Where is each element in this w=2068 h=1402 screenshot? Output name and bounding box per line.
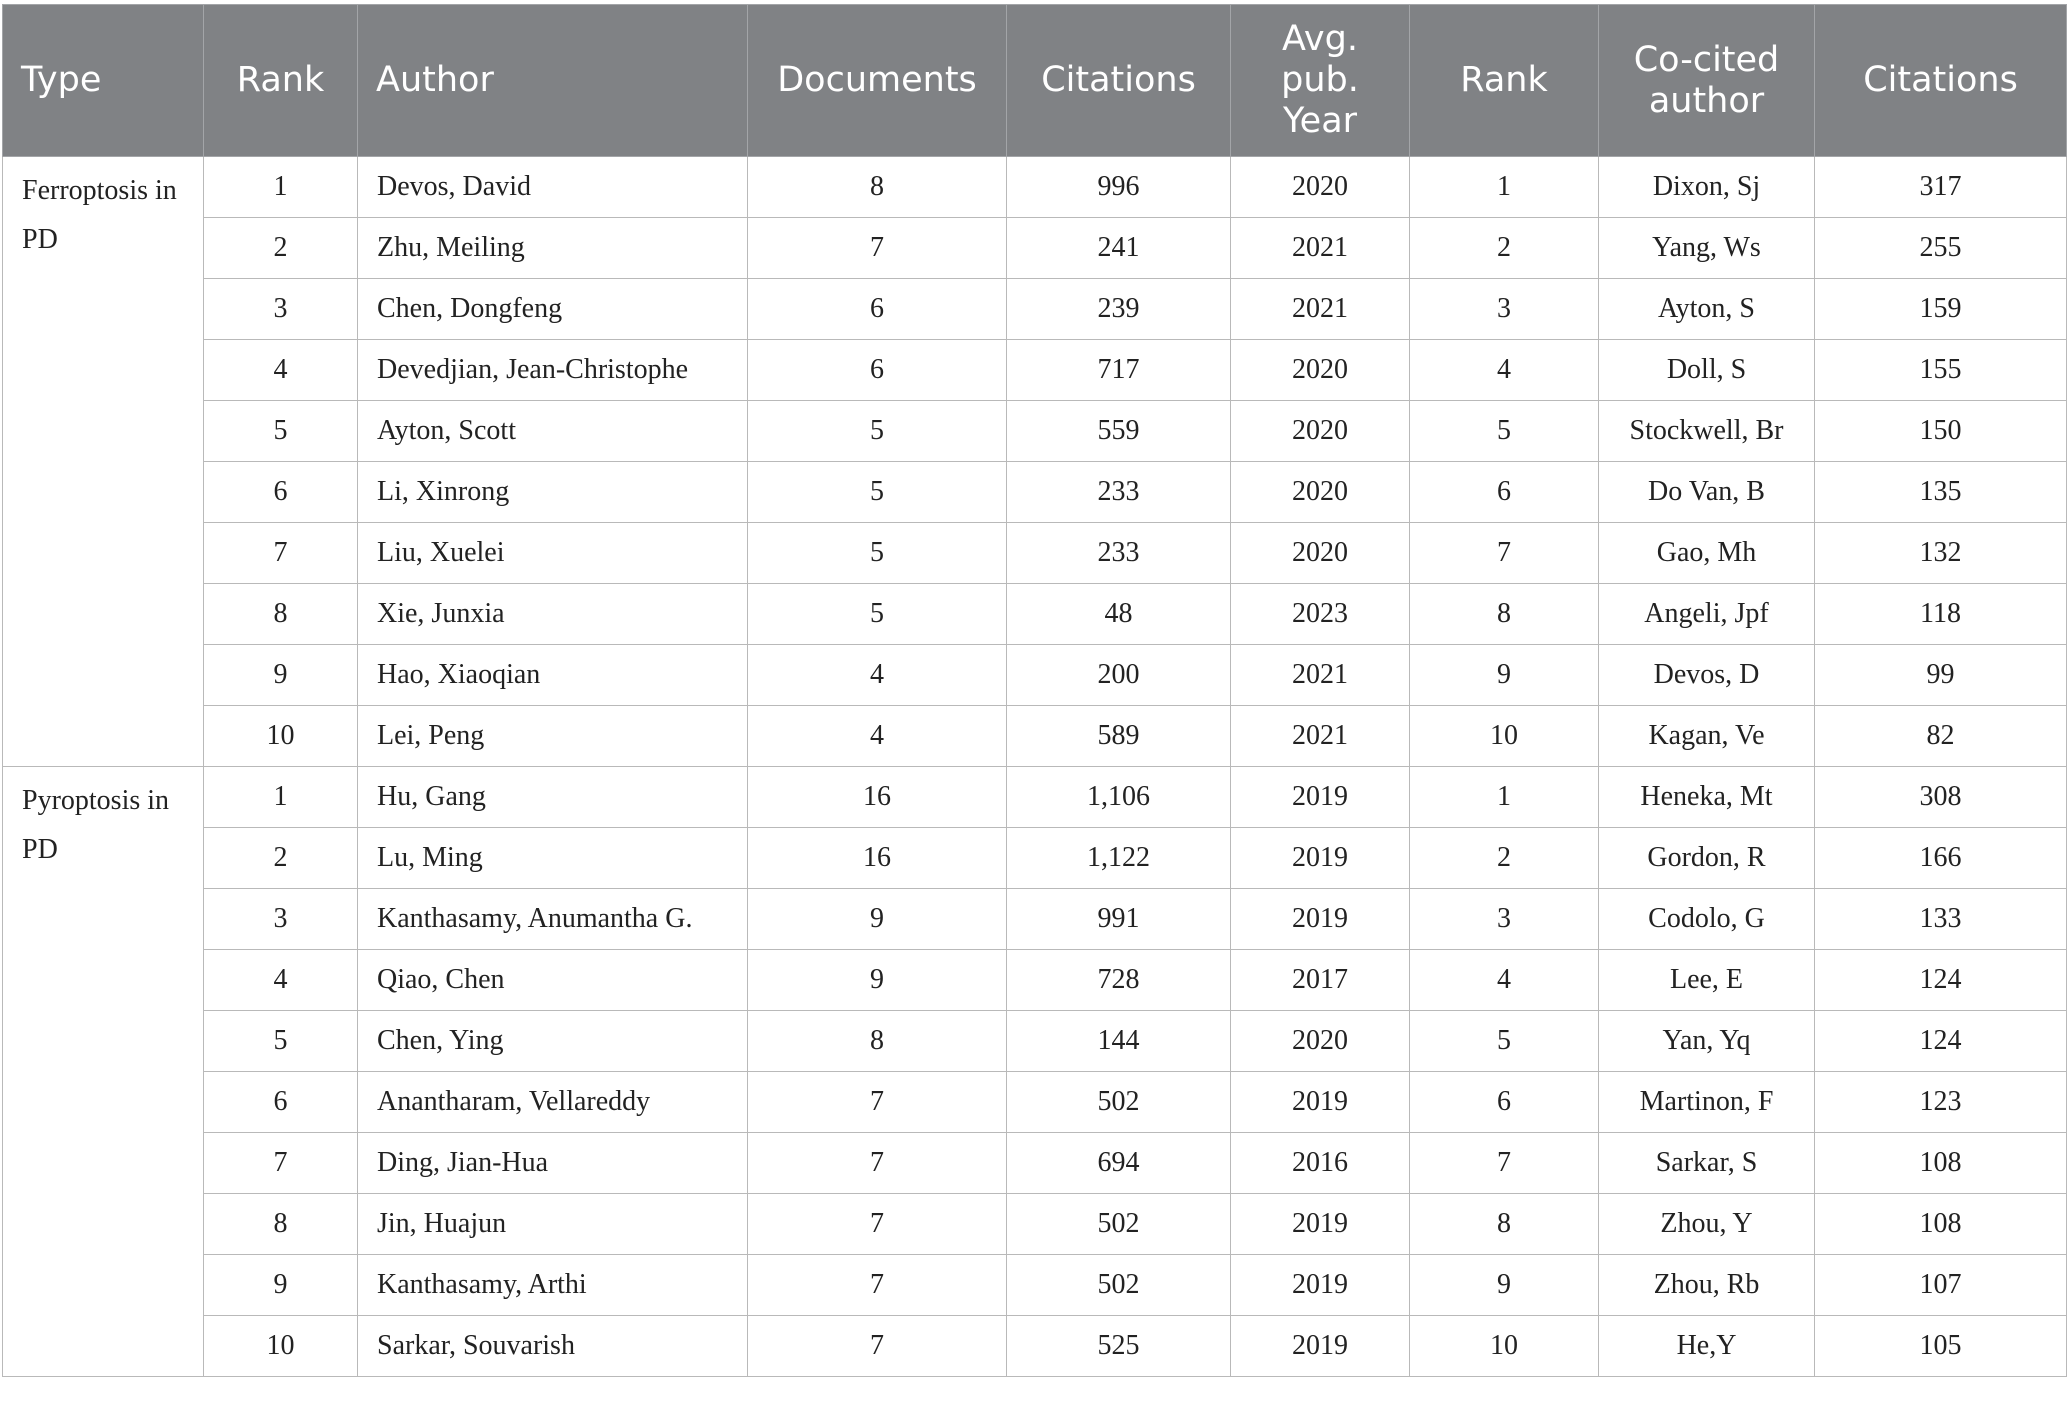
cocited-rank-cell: 9: [1410, 645, 1599, 706]
table-header: [3, 5, 2067, 157]
year-cell: 2020: [1231, 523, 1410, 584]
table-row: [3, 706, 2067, 767]
table-row: [3, 950, 2067, 1011]
cocited-author-cell: Stockwell, Br: [1599, 401, 1815, 462]
cocited-rank-cell: 10: [1410, 1316, 1599, 1377]
cocited-rank-cell: 1: [1410, 157, 1599, 218]
citations-cell: 1,106: [1007, 767, 1231, 828]
documents-cell: 16: [748, 828, 1007, 889]
rank-cell: 8: [204, 584, 358, 645]
documents-cell: 9: [748, 950, 1007, 1011]
cocited-author-cell: Sarkar, S: [1599, 1133, 1815, 1194]
citations-cell: 525: [1007, 1316, 1231, 1377]
documents-cell: 5: [748, 584, 1007, 645]
year-cell: 2019: [1231, 1255, 1410, 1316]
table-row: [3, 1194, 2067, 1255]
table-row: [3, 218, 2067, 279]
table-row: [3, 340, 2067, 401]
cocited-citations-cell: 99: [1815, 645, 2067, 706]
citations-cell: 502: [1007, 1255, 1231, 1316]
cocited-citations-cell: 118: [1815, 584, 2067, 645]
year-cell: 2019: [1231, 767, 1410, 828]
cocited-author-cell: Kagan, Ve: [1599, 706, 1815, 767]
cocited-author-cell: He,Y: [1599, 1316, 1815, 1377]
cocited-author-cell: Zhou, Y: [1599, 1194, 1815, 1255]
citations-cell: 241: [1007, 218, 1231, 279]
year-cell: 2020: [1231, 462, 1410, 523]
rank-cell: 10: [204, 1316, 358, 1377]
year-cell: 2019: [1231, 1072, 1410, 1133]
citations-cell: 559: [1007, 401, 1231, 462]
rank-cell: 1: [204, 767, 358, 828]
cocited-author-cell: Zhou, Rb: [1599, 1255, 1815, 1316]
documents-cell: 7: [748, 1255, 1007, 1316]
author-cell: Chen, Ying: [358, 1011, 748, 1072]
header-citations: Citations: [1007, 5, 1231, 157]
cocited-rank-cell: 8: [1410, 1194, 1599, 1255]
year-cell: 2023: [1231, 584, 1410, 645]
cocited-citations-cell: 155: [1815, 340, 2067, 401]
year-cell: 2019: [1231, 828, 1410, 889]
table-row: [3, 279, 2067, 340]
citations-cell: 48: [1007, 584, 1231, 645]
author-cell: Liu, Xuelei: [358, 523, 748, 584]
year-cell: 2020: [1231, 1011, 1410, 1072]
table-row: [3, 462, 2067, 523]
cocited-author-cell: Heneka, Mt: [1599, 767, 1815, 828]
table-row: [3, 889, 2067, 950]
author-cell: Sarkar, Souvarish: [358, 1316, 748, 1377]
cocited-citations-cell: 108: [1815, 1133, 2067, 1194]
header-type: Type: [3, 5, 204, 157]
cocited-citations-cell: 124: [1815, 1011, 2067, 1072]
year-cell: 2020: [1231, 401, 1410, 462]
year-cell: 2016: [1231, 1133, 1410, 1194]
citations-cell: 1,122: [1007, 828, 1231, 889]
author-cell: Lu, Ming: [358, 828, 748, 889]
year-cell: 2019: [1231, 1316, 1410, 1377]
header-cocited-citations: Citations: [1815, 5, 2067, 157]
author-cell: Devos, David: [358, 157, 748, 218]
rank-cell: 9: [204, 645, 358, 706]
author-cell: Chen, Dongfeng: [358, 279, 748, 340]
table-row: [3, 1011, 2067, 1072]
author-cell: Jin, Huajun: [358, 1194, 748, 1255]
cocited-rank-cell: 6: [1410, 462, 1599, 523]
author-cell: Kanthasamy, Arthi: [358, 1255, 748, 1316]
citations-cell: 991: [1007, 889, 1231, 950]
cocited-citations-cell: 135: [1815, 462, 2067, 523]
author-cell: Ding, Jian-Hua: [358, 1133, 748, 1194]
rank-cell: 6: [204, 462, 358, 523]
cocited-author-cell: Gordon, R: [1599, 828, 1815, 889]
citations-cell: 144: [1007, 1011, 1231, 1072]
cocited-citations-cell: 124: [1815, 950, 2067, 1011]
cocited-citations-cell: 132: [1815, 523, 2067, 584]
cocited-rank-cell: 3: [1410, 889, 1599, 950]
table-row: [3, 645, 2067, 706]
rank-cell: 6: [204, 1072, 358, 1133]
author-cell: Lei, Peng: [358, 706, 748, 767]
cocited-citations-cell: 308: [1815, 767, 2067, 828]
table-row: [3, 157, 2067, 218]
cocited-rank-cell: 5: [1410, 401, 1599, 462]
rank-cell: 4: [204, 950, 358, 1011]
header-documents: Documents: [748, 5, 1007, 157]
header-author: Author: [358, 5, 748, 157]
table-row: [3, 401, 2067, 462]
table-body: [3, 157, 2067, 1377]
header-cocited-author: Co-cited author: [1599, 5, 1815, 157]
cocited-citations-cell: 317: [1815, 157, 2067, 218]
rank-cell: 8: [204, 1194, 358, 1255]
type-cell: Ferroptosis in PD: [3, 157, 204, 767]
citations-cell: 502: [1007, 1072, 1231, 1133]
cocited-citations-cell: 82: [1815, 706, 2067, 767]
cocited-rank-cell: 5: [1410, 1011, 1599, 1072]
year-cell: 2021: [1231, 279, 1410, 340]
rank-cell: 7: [204, 1133, 358, 1194]
documents-cell: 6: [748, 279, 1007, 340]
cocited-citations-cell: 150: [1815, 401, 2067, 462]
cocited-rank-cell: 9: [1410, 1255, 1599, 1316]
rank-cell: 5: [204, 1011, 358, 1072]
rank-cell: 5: [204, 401, 358, 462]
table-row: [3, 584, 2067, 645]
cocited-citations-cell: 108: [1815, 1194, 2067, 1255]
cocited-rank-cell: 6: [1410, 1072, 1599, 1133]
header-avg-pub-year: Avg. pub. Year: [1231, 5, 1410, 157]
cocited-rank-cell: 2: [1410, 218, 1599, 279]
author-cell: Hao, Xiaoqian: [358, 645, 748, 706]
author-cell: Xie, Junxia: [358, 584, 748, 645]
citations-cell: 239: [1007, 279, 1231, 340]
cocited-author-cell: Gao, Mh: [1599, 523, 1815, 584]
rank-cell: 7: [204, 523, 358, 584]
documents-cell: 9: [748, 889, 1007, 950]
documents-cell: 7: [748, 218, 1007, 279]
table-row: [3, 1316, 2067, 1377]
cocited-rank-cell: 3: [1410, 279, 1599, 340]
cocited-author-cell: Lee, E: [1599, 950, 1815, 1011]
cocited-rank-cell: 8: [1410, 584, 1599, 645]
year-cell: 2021: [1231, 218, 1410, 279]
citations-cell: 589: [1007, 706, 1231, 767]
year-cell: 2020: [1231, 157, 1410, 218]
citations-cell: 717: [1007, 340, 1231, 401]
documents-cell: 6: [748, 340, 1007, 401]
author-cell: Kanthasamy, Anumantha G.: [358, 889, 748, 950]
documents-cell: 16: [748, 767, 1007, 828]
year-cell: 2020: [1231, 340, 1410, 401]
year-cell: 2017: [1231, 950, 1410, 1011]
rank-cell: 9: [204, 1255, 358, 1316]
rank-cell: 3: [204, 889, 358, 950]
rank-cell: 1: [204, 157, 358, 218]
cocited-rank-cell: 4: [1410, 950, 1599, 1011]
author-cell: Zhu, Meiling: [358, 218, 748, 279]
cocited-citations-cell: 105: [1815, 1316, 2067, 1377]
cocited-author-cell: Yang, Ws: [1599, 218, 1815, 279]
documents-cell: 8: [748, 1011, 1007, 1072]
rank-cell: 2: [204, 218, 358, 279]
cocited-author-cell: Ayton, S: [1599, 279, 1815, 340]
cocited-citations-cell: 133: [1815, 889, 2067, 950]
cocited-rank-cell: 7: [1410, 1133, 1599, 1194]
table-row: [3, 523, 2067, 584]
year-cell: 2019: [1231, 889, 1410, 950]
header-cocited-rank: Rank: [1410, 5, 1599, 157]
header-row: [3, 5, 2067, 157]
cocited-citations-cell: 159: [1815, 279, 2067, 340]
citations-cell: 996: [1007, 157, 1231, 218]
citations-cell: 233: [1007, 523, 1231, 584]
cocited-rank-cell: 10: [1410, 706, 1599, 767]
cocited-citations-cell: 123: [1815, 1072, 2067, 1133]
documents-cell: 4: [748, 645, 1007, 706]
cocited-rank-cell: 4: [1410, 340, 1599, 401]
cocited-author-cell: Angeli, Jpf: [1599, 584, 1815, 645]
table-row: [3, 1255, 2067, 1316]
author-cell: Qiao, Chen: [358, 950, 748, 1011]
table-row: [3, 1072, 2067, 1133]
year-cell: 2021: [1231, 706, 1410, 767]
author-cell: Hu, Gang: [358, 767, 748, 828]
citations-cell: 694: [1007, 1133, 1231, 1194]
documents-cell: 7: [748, 1194, 1007, 1255]
type-cell: Pyroptosis in PD: [3, 767, 204, 1377]
cocited-citations-cell: 107: [1815, 1255, 2067, 1316]
cocited-author-cell: Devos, D: [1599, 645, 1815, 706]
documents-cell: 4: [748, 706, 1007, 767]
table-row: [3, 1133, 2067, 1194]
documents-cell: 5: [748, 401, 1007, 462]
cocited-citations-cell: 255: [1815, 218, 2067, 279]
cocited-author-cell: Doll, S: [1599, 340, 1815, 401]
documents-cell: 5: [748, 462, 1007, 523]
cocited-author-cell: Yan, Yq: [1599, 1011, 1815, 1072]
documents-cell: 8: [748, 157, 1007, 218]
year-cell: 2021: [1231, 645, 1410, 706]
author-cell: Li, Xinrong: [358, 462, 748, 523]
cocited-rank-cell: 7: [1410, 523, 1599, 584]
author-cell: Devedjian, Jean-Christophe: [358, 340, 748, 401]
cocited-author-cell: Do Van, B: [1599, 462, 1815, 523]
header-rank: Rank: [204, 5, 358, 157]
author-cell: Ayton, Scott: [358, 401, 748, 462]
documents-cell: 7: [748, 1316, 1007, 1377]
author-table: [2, 4, 2067, 1377]
documents-cell: 7: [748, 1072, 1007, 1133]
citations-cell: 200: [1007, 645, 1231, 706]
rank-cell: 2: [204, 828, 358, 889]
cocited-citations-cell: 166: [1815, 828, 2067, 889]
table-row: [3, 767, 2067, 828]
author-cell: Anantharam, Vellareddy: [358, 1072, 748, 1133]
cocited-author-cell: Martinon, F: [1599, 1072, 1815, 1133]
year-cell: 2019: [1231, 1194, 1410, 1255]
citations-cell: 233: [1007, 462, 1231, 523]
cocited-rank-cell: 2: [1410, 828, 1599, 889]
documents-cell: 5: [748, 523, 1007, 584]
citations-cell: 502: [1007, 1194, 1231, 1255]
rank-cell: 10: [204, 706, 358, 767]
citations-cell: 728: [1007, 950, 1231, 1011]
table-row: [3, 828, 2067, 889]
cocited-author-cell: Dixon, Sj: [1599, 157, 1815, 218]
rank-cell: 3: [204, 279, 358, 340]
documents-cell: 7: [748, 1133, 1007, 1194]
cocited-rank-cell: 1: [1410, 767, 1599, 828]
rank-cell: 4: [204, 340, 358, 401]
cocited-author-cell: Codolo, G: [1599, 889, 1815, 950]
